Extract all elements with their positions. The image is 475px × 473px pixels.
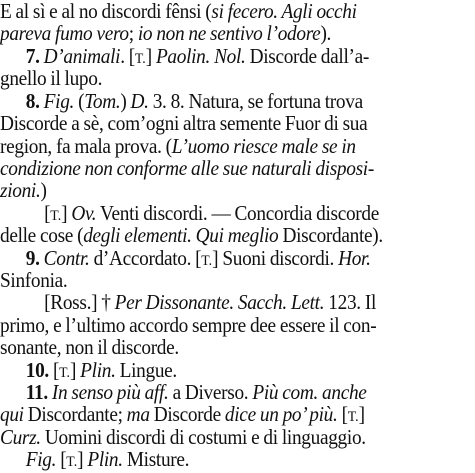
italic-run: Plin. [80, 358, 116, 382]
source-abbreviation: T. [201, 253, 213, 269]
text-run: Discorde [149, 402, 225, 426]
italic-run: condizione non conforme alle sue naturali disposi- [0, 156, 374, 180]
text-run: ; [128, 21, 138, 45]
text-run: sonante, non il discorde. [0, 335, 179, 359]
text-run: Uomini discordi di costumi e di linguaggio. [40, 425, 366, 449]
text-line [0, 426, 366, 448]
italic-run: Ov. [71, 201, 97, 225]
italic-run: D’animali [43, 44, 121, 68]
sense-number: 10. [25, 358, 49, 382]
text-run: Discordante). [278, 223, 383, 247]
text-run: a Diverso. [168, 380, 253, 404]
italic-run: L’uomo riesce male se in [171, 134, 356, 158]
italic-run: pareva fumo vero [0, 21, 129, 45]
italic-run: Tom. [84, 89, 121, 113]
text-run: 3. 8. Natura, se fortuna trova [148, 89, 363, 113]
text-line [0, 67, 102, 89]
italic-run: Hor. [338, 246, 371, 270]
text-run: Discorde dall’a- [245, 44, 369, 68]
text-run: [T.] [60, 447, 84, 471]
text-line [0, 336, 179, 358]
italic-run: Per Dissonante. Sacch. Lett. [114, 290, 325, 314]
text-line [0, 314, 376, 336]
text-line [0, 22, 331, 44]
text-run: Venti discordi. — Concordia discorde [96, 201, 379, 225]
text-run: Misture. [122, 447, 190, 471]
italic-run: degli elementi. Qui meglio [83, 223, 279, 247]
italic-run: ma [126, 402, 150, 426]
source-abbreviation: T. [134, 51, 146, 67]
text-run: 123. Il [324, 290, 377, 314]
source-abbreviation: T. [347, 409, 359, 425]
text-run: ( [74, 89, 85, 113]
text-run: E al sì e al no discordi fênsi ( [0, 0, 212, 23]
italic-run: qui [0, 402, 24, 426]
italic-run: Fig. [25, 447, 57, 471]
italic-run: Curz. [0, 425, 41, 449]
italic-run: Plin. [87, 447, 123, 471]
text-run: [T.] [341, 402, 365, 426]
italic-run: si fecero. Agli occhi [211, 0, 357, 23]
text-run: [T.] [53, 358, 77, 382]
sense-number: 8. [25, 89, 40, 113]
italic-run: io non ne sentivo l’odore [137, 21, 321, 45]
italic-run: In senso più aff. [51, 380, 169, 404]
text-run: ) [40, 178, 47, 202]
text-line [0, 269, 67, 291]
sense-number: 7. [25, 44, 40, 68]
text-line [0, 135, 356, 157]
text-run: region, fa mala prova. ( [0, 134, 172, 158]
text-run: [T.] [44, 201, 68, 225]
sense-number: 11. [25, 380, 48, 404]
text-run: gnello il lupo. [0, 66, 103, 90]
text-run: d’Accordato. [T.] Suoni discordi. [89, 246, 339, 270]
text-line [26, 90, 363, 112]
italic-run: Contr. [43, 246, 90, 270]
text-run: Lingue. [115, 358, 177, 382]
text-line [0, 112, 367, 134]
italic-run: Paolin. Nol. [155, 44, 246, 68]
text-line [0, 179, 47, 201]
text-run: [Ross.] † [44, 290, 115, 314]
italic-run: D. [130, 89, 149, 113]
text-run: delle cose ( [0, 223, 84, 247]
source-abbreviation: T. [50, 208, 62, 224]
text-run: . [T.] [120, 44, 152, 68]
text-line [44, 291, 376, 313]
text-run: ) [120, 89, 131, 113]
text-line [0, 157, 374, 179]
source-abbreviation: T. [59, 365, 70, 381]
text-line [26, 247, 371, 272]
source-abbreviation: T. [66, 454, 78, 470]
text-run: Discordante; [23, 402, 127, 426]
text-line [0, 0, 357, 22]
italic-run: dice un po’ più. [224, 402, 338, 426]
text-line [0, 224, 383, 246]
italic-run: Più com. anche [252, 380, 367, 404]
text-run: primo, e l’ultimo accordo sempre dee essere il con- [0, 313, 377, 337]
italic-run: zioni. [0, 178, 41, 202]
text-run: Discorde a sè, com’ogni altra semente Fuor di sua [0, 111, 368, 135]
sense-number: 9. [25, 246, 40, 270]
italic-run: Fig. [43, 89, 75, 113]
text-line [26, 448, 189, 473]
text-line [26, 381, 367, 403]
text-run: ). [320, 21, 332, 45]
text-run: Sinfonia. [0, 268, 68, 292]
